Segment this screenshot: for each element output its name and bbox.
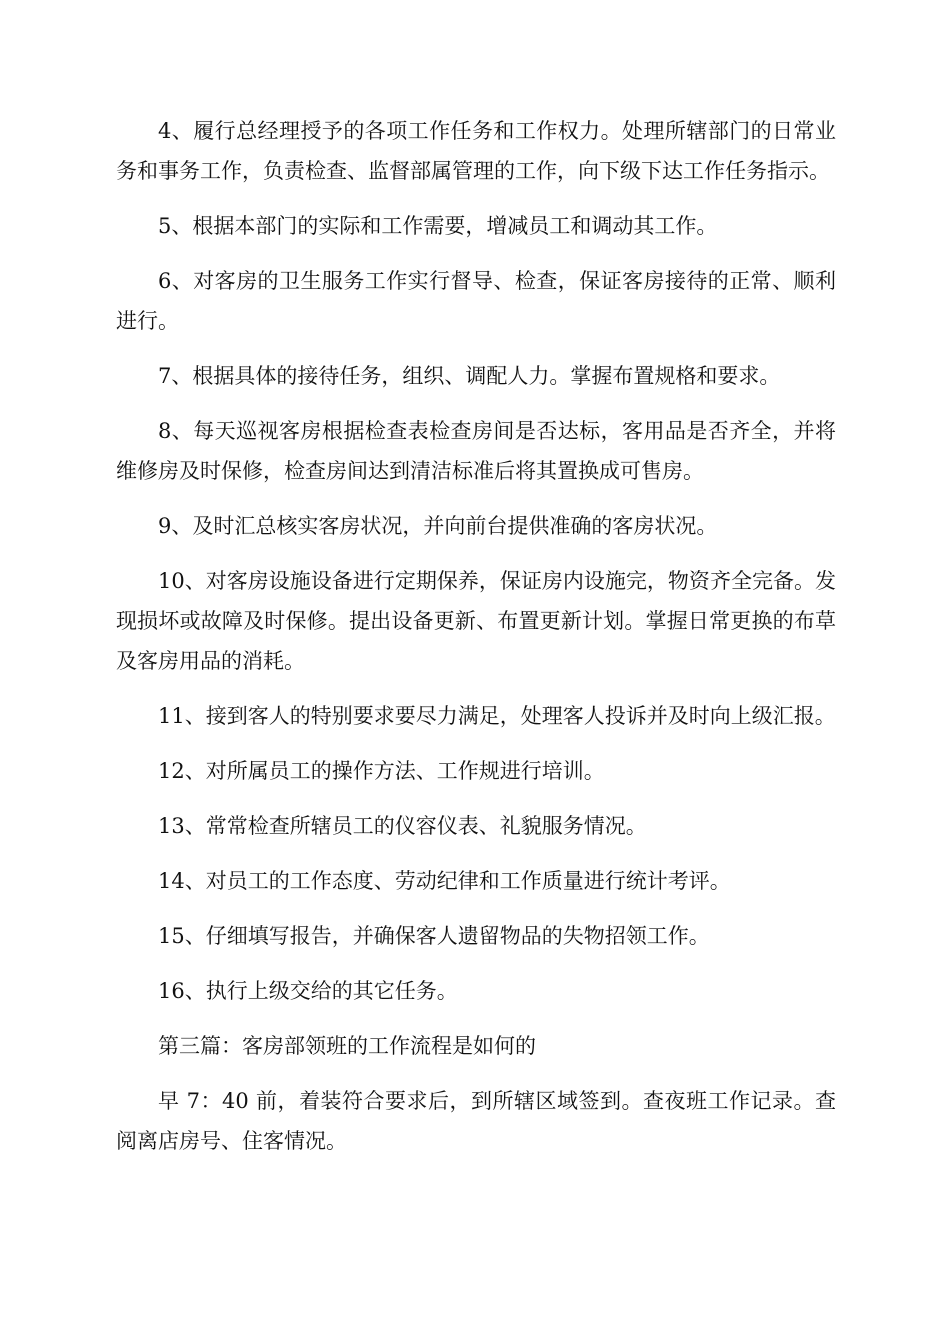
document-body — [116, 111, 836, 1176]
paragraph-item-9: 9、及时汇总核实客房状况，并向前台提供准确的客房状况。 — [158, 514, 718, 538]
paragraph-item-14: 14、对员工的工作态度、劳动纪律和工作质量进行统计考评。 — [158, 869, 731, 893]
paragraph-item-13: 13、常常检查所辖员工的仪容仪表、礼貌服务情况。 — [158, 814, 647, 838]
paragraph-item-12: 12、对所属员工的操作方法、工作规进行培训。 — [158, 759, 605, 783]
paragraph-item-10: 10、对客房设施设备进行定期保养，保证房内设施完，物资齐全完备。发现损坏或故障及时保修。提出设备更新、布置更新计划。掌握日常更换的布草及客房用品的消耗。 — [116, 569, 836, 673]
paragraph-item-6: 6、对客房的卫生服务工作实行督导、检查，保证客房接待的正常、顺利进行。 — [116, 269, 836, 333]
paragraph-item-4: 4、履行总经理授予的各项工作任务和工作权力。处理所辖部门的日常业务和事务工作，负责检查、监督部属管理的工作，向下级下达工作任务指示。 — [116, 119, 836, 183]
paragraph-item-11: 11、接到客人的特别要求要尽力满足，处理客人投诉并及时向上级汇报。 — [158, 704, 836, 728]
paragraph-item-16: 16、执行上级交给的其它任务。 — [158, 979, 458, 1003]
paragraph-item-8: 8、每天巡视客房根据检查表检查房间是否达标，客用品是否齐全，并将维修房及时保修，检查房间达到清洁标准后将其置换成可售房。 — [116, 419, 836, 483]
paragraph-item-7: 7、根据具体的接待任务，组织、调配人力。掌握布置规格和要求。 — [158, 364, 781, 388]
paragraph-item-15: 15、仔细填写报告，并确保客人遗留物品的失物招领工作。 — [158, 924, 710, 948]
paragraph-item-5: 5、根据本部门的实际和工作需要，增减员工和调动其工作。 — [158, 214, 718, 238]
paragraph-morning-routine: 早 7：40 前，着装符合要求后，到所辖区域签到。查夜班工作记录。查阅离店房号、住客情况。 — [116, 1089, 836, 1153]
section-heading: 第三篇：客房部领班的工作流程是如何的 — [158, 1034, 536, 1058]
